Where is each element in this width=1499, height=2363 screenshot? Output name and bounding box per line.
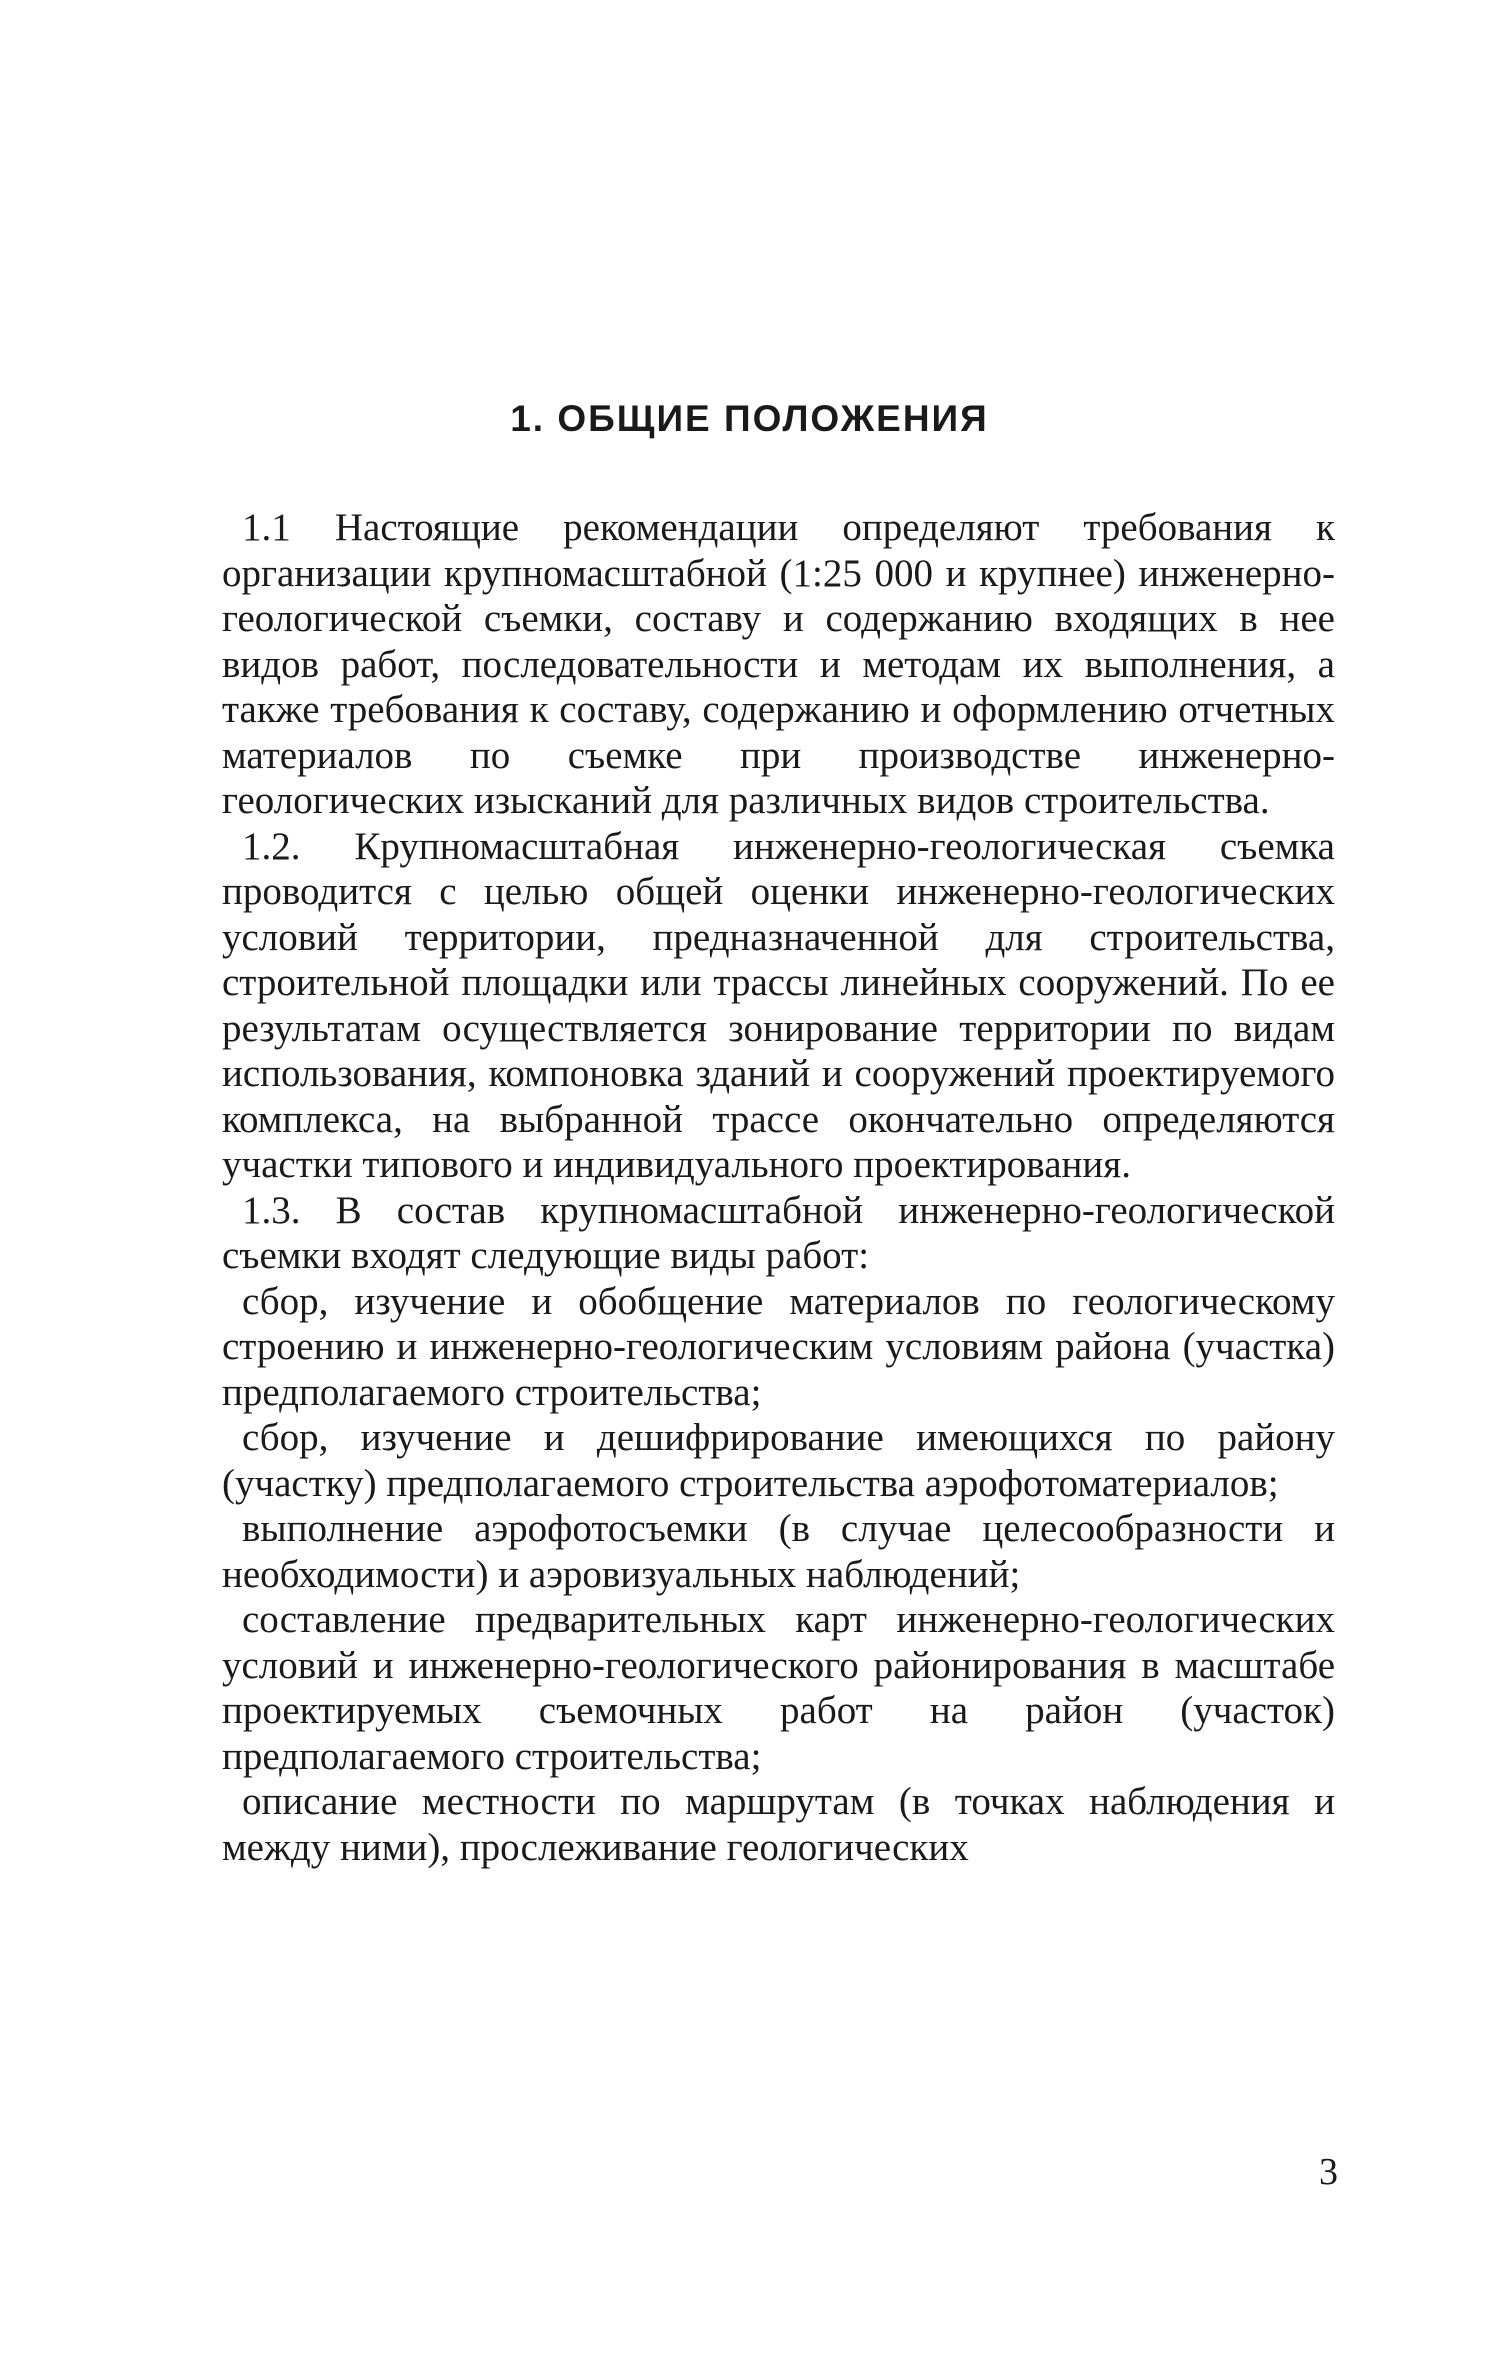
list-item: описание местности по маршрутам (в точках наблюдения и между ними), прослеживание геологических [222,1780,1335,1869]
list-item: сбор, изучение и обобщение материалов по геологическому строению и инженерно-геологическим условиям района (участка) предполагаемого строительства; [222,1279,1335,1414]
list-item: выполнение аэрофотосъемки (в случае целесообразности и необходимости) и аэровизуальных наблюдений; [222,1507,1335,1596]
page-number: 3 [1319,2151,1338,2193]
list-item: составление предварительных карт инженерно-геологических условий и инженерно-геологического районирования в масштабе проектируемых съемочных работ на район (участок) предполагаемого строительства; [222,1598,1335,1778]
body-text [222,505,1335,1870]
paragraph-1-3: 1.3. В состав крупномасштабной инженерно-геологической съемки входят следующие виды работ: [222,1188,1335,1277]
list-item: сбор, изучение и дешифрирование имеющихся по району (участку) предполагаемого строительства аэрофотоматериалов; [222,1416,1335,1505]
section-heading: 1. ОБЩИЕ ПОЛОЖЕНИЯ [510,398,989,439]
paragraph-1-1: 1.1 Настоящие рекомендации определяют требования к организации крупномасштабной (1:25 000 и крупнее) инженерно-геологической съемки, составу и содержанию входящих в нее видов работ, последовательности и методам их выполнения, а также требования к составу, содержанию и оформлению отчетных материалов по съемке при производстве инженерно-геологических изысканий для различных видов строительства. [222,506,1335,822]
paragraph-1-2: 1.2. Крупномасштабная инженерно-геологическая съемка проводится с целью общей оценки инженерно-геологических условий территории, предназначенной для строительства, строительной площадки или трассы линейных сооружений. По ее результатам осуществляется зонирование территории по видам использования, компоновка зданий и сооружений проектируемого комплекса, на выбранной трассе окончательно определяются участки типового и индивидуального проектирования. [222,824,1335,1186]
